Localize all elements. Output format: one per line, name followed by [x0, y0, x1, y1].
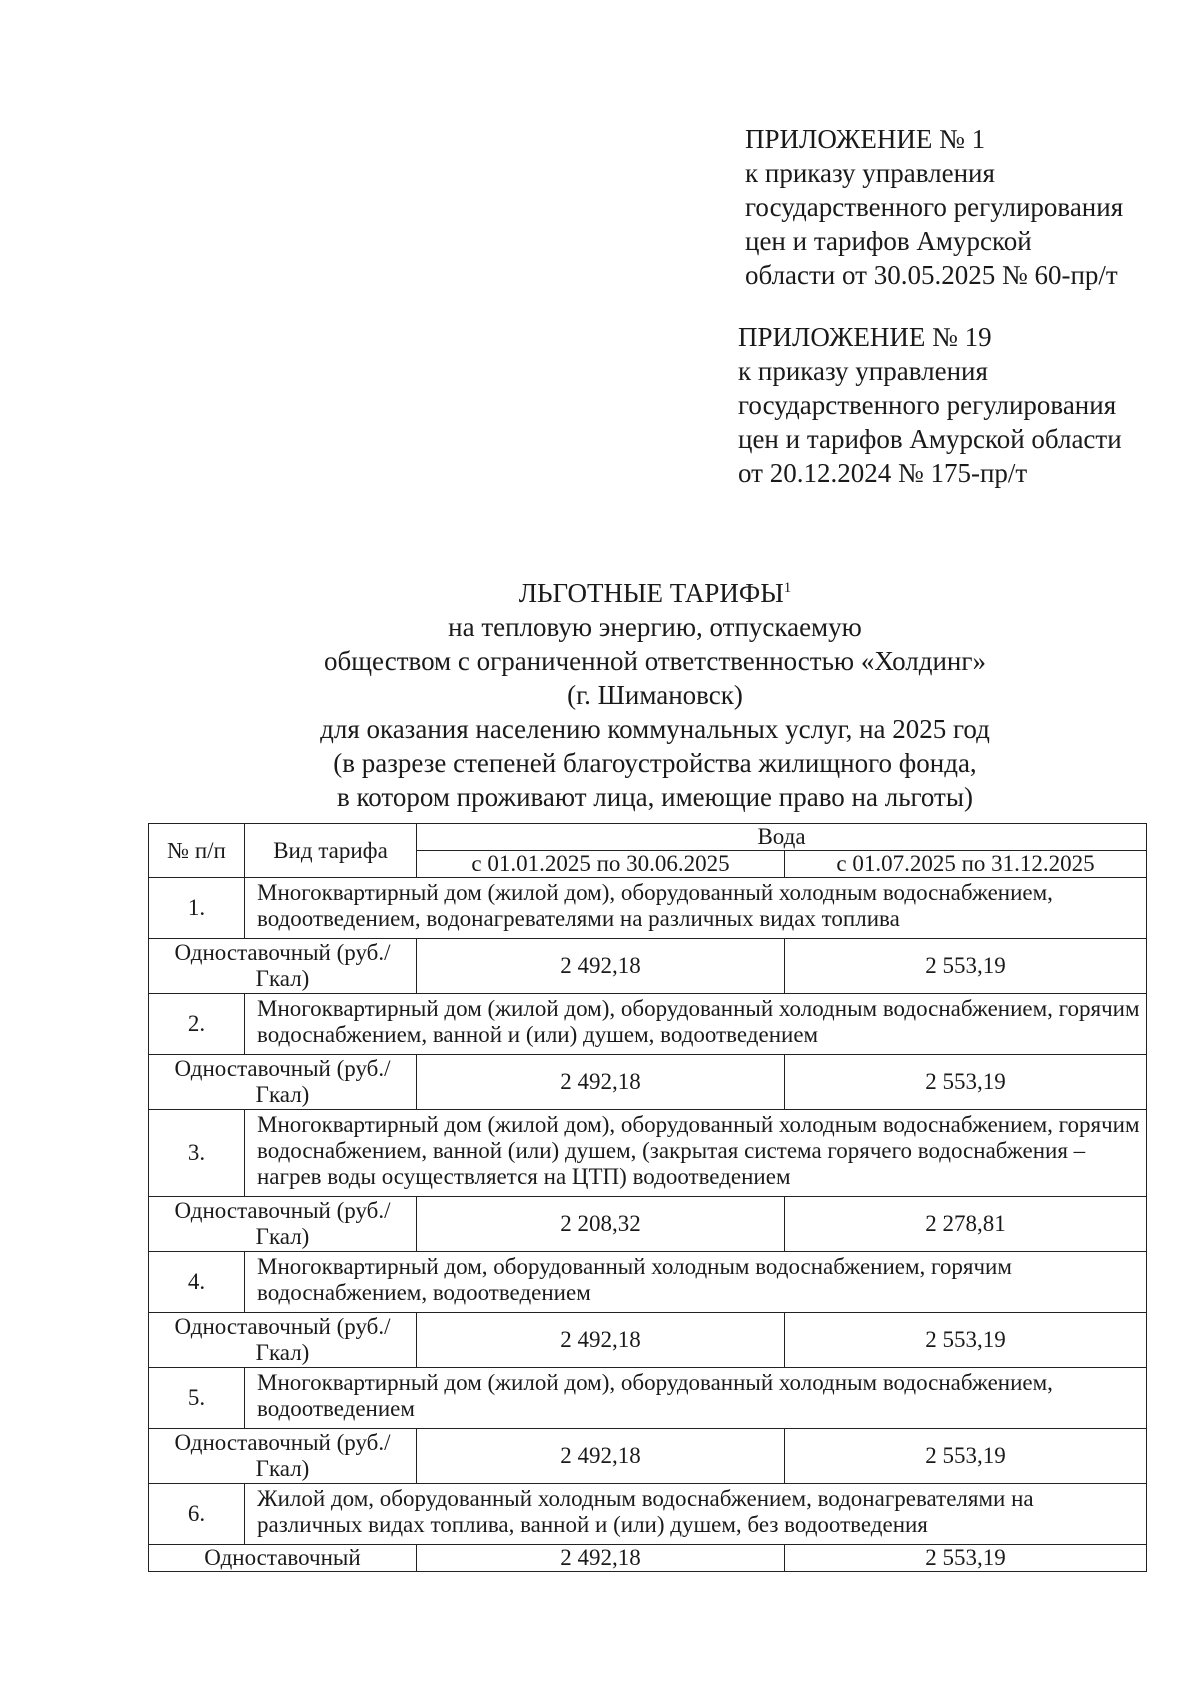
header-period-1: с 01.01.2025 по 30.06.2025 — [417, 851, 785, 878]
table-row — [149, 994, 1147, 1055]
appendix-1-line: области от 30.05.2025 № 60-пр/т — [745, 260, 1118, 290]
value-period-2: 2 553,19 — [785, 1545, 1147, 1572]
value-period-1: 2 208,32 — [417, 1197, 785, 1252]
document-subtitle-line: обществом с ограниченной ответственностью «Холдинг» — [324, 646, 986, 676]
tariff-type-cell: Одноставочный (руб./Гкал) — [149, 1055, 417, 1110]
value-period-1: 2 492,18 — [417, 939, 785, 994]
document-title-block — [0, 576, 1200, 814]
value-period-1: 2 492,18 — [417, 1055, 785, 1110]
document-subtitle-line: (г. Шимановск) — [567, 680, 743, 710]
table-row — [149, 878, 1147, 939]
appendix-1-line: к приказу управления — [745, 158, 995, 188]
table-row — [149, 1110, 1147, 1197]
document-subtitle-line: в котором проживают лица, имеющие право на льготы) — [337, 782, 973, 812]
appendix-1-block — [745, 122, 1123, 292]
appendix-19-block — [738, 320, 1122, 490]
row-description: Многоквартирный дом, оборудованный холодным водоснабжением, горячим водоснабжением, водоотведением — [245, 1252, 1147, 1313]
row-number: 6. — [149, 1484, 245, 1545]
header-num: № п/п — [149, 824, 245, 878]
table-row — [149, 1429, 1147, 1484]
appendix-1-title: ПРИЛОЖЕНИЕ № 1 — [745, 124, 986, 154]
table-row — [149, 1252, 1147, 1313]
appendix-19-line: государственного регулирования — [738, 390, 1117, 420]
tariff-type-cell: Одноставочный (руб./Гкал) — [149, 1429, 417, 1484]
appendix-19-line: от 20.12.2024 № 175-пр/т — [738, 458, 1028, 488]
document-subtitle-line: для оказания населению коммунальных услуг, на 2025 год — [320, 714, 990, 744]
row-number: 5. — [149, 1368, 245, 1429]
row-description: Многоквартирный дом (жилой дом), оборудованный холодным водоснабжением, водоотведением — [245, 1368, 1147, 1429]
tariff-table — [148, 823, 1147, 1572]
table-row — [149, 1197, 1147, 1252]
table-row — [149, 1055, 1147, 1110]
table-row — [149, 939, 1147, 994]
value-period-2: 2 553,19 — [785, 939, 1147, 994]
tariff-type-cell: Одноставочный (руб./Гкал) — [149, 939, 417, 994]
tariff-type-cell: Одноставочный (руб./Гкал) — [149, 1197, 417, 1252]
table-row — [149, 1545, 1147, 1572]
table-row — [149, 1484, 1147, 1545]
row-number: 4. — [149, 1252, 245, 1313]
appendix-1-line: цен и тарифов Амурской — [745, 226, 1032, 256]
row-description: Многоквартирный дом (жилой дом), оборудованный холодным водоснабжением, горячим водоснабжением, ванной и (или) душем, водоотведением — [245, 994, 1147, 1055]
table-row — [149, 1368, 1147, 1429]
document-subtitle-line: на тепловую энергию, отпускаемую — [448, 612, 862, 642]
tariff-type-cell: Одноставочный (руб./Гкал) — [149, 1313, 417, 1368]
value-period-2: 2 553,19 — [785, 1313, 1147, 1368]
header-tariff-type: Вид тарифа — [245, 824, 417, 878]
value-period-1: 2 492,18 — [417, 1313, 785, 1368]
row-description: Многоквартирный дом (жилой дом), оборудованный холодным водоснабжением, горячим водоснабжением, ванной (или) душем, (закрытая система горячего водоснабжения – нагрев воды осуществляется на ЦТП) водоотведением — [245, 1110, 1147, 1197]
footnote-mark: 1 — [783, 580, 792, 596]
value-period-2: 2 278,81 — [785, 1197, 1147, 1252]
value-period-1: 2 492,18 — [417, 1429, 785, 1484]
appendix-19-line: к приказу управления — [738, 356, 988, 386]
appendix-19-line: цен и тарифов Амурской области — [738, 424, 1122, 454]
row-number: 2. — [149, 994, 245, 1055]
appendix-19-title: ПРИЛОЖЕНИЕ № 19 — [738, 322, 992, 352]
appendix-1-line: государственного регулирования — [745, 192, 1124, 222]
value-period-2: 2 553,19 — [785, 1055, 1147, 1110]
header-period-2: с 01.07.2025 по 31.12.2025 — [785, 851, 1147, 878]
row-number: 3. — [149, 1110, 245, 1197]
row-description: Жилой дом, оборудованный холодным водоснабжением, водонагревателями на различных видах топлива, ванной и (или) душем, без водоотведения — [245, 1484, 1147, 1545]
table-header-row — [149, 824, 1147, 851]
value-period-1: 2 492,18 — [417, 1545, 785, 1572]
tariff-type-cell: Одноставочный — [149, 1545, 417, 1572]
header-water: Вода — [417, 824, 1147, 851]
table-row — [149, 1313, 1147, 1368]
row-description: Многоквартирный дом (жилой дом), оборудованный холодным водоснабжением, водоотведением, водонагревателями на различных видах топлива — [245, 878, 1147, 939]
document-subtitle-line: (в разрезе степеней благоустройства жилищного фонда, — [333, 748, 977, 778]
row-number: 1. — [149, 878, 245, 939]
document-title — [0, 576, 1200, 610]
value-period-2: 2 553,19 — [785, 1429, 1147, 1484]
document-title-text: ЛЬГОТНЫЕ ТАРИФЫ — [518, 578, 784, 608]
